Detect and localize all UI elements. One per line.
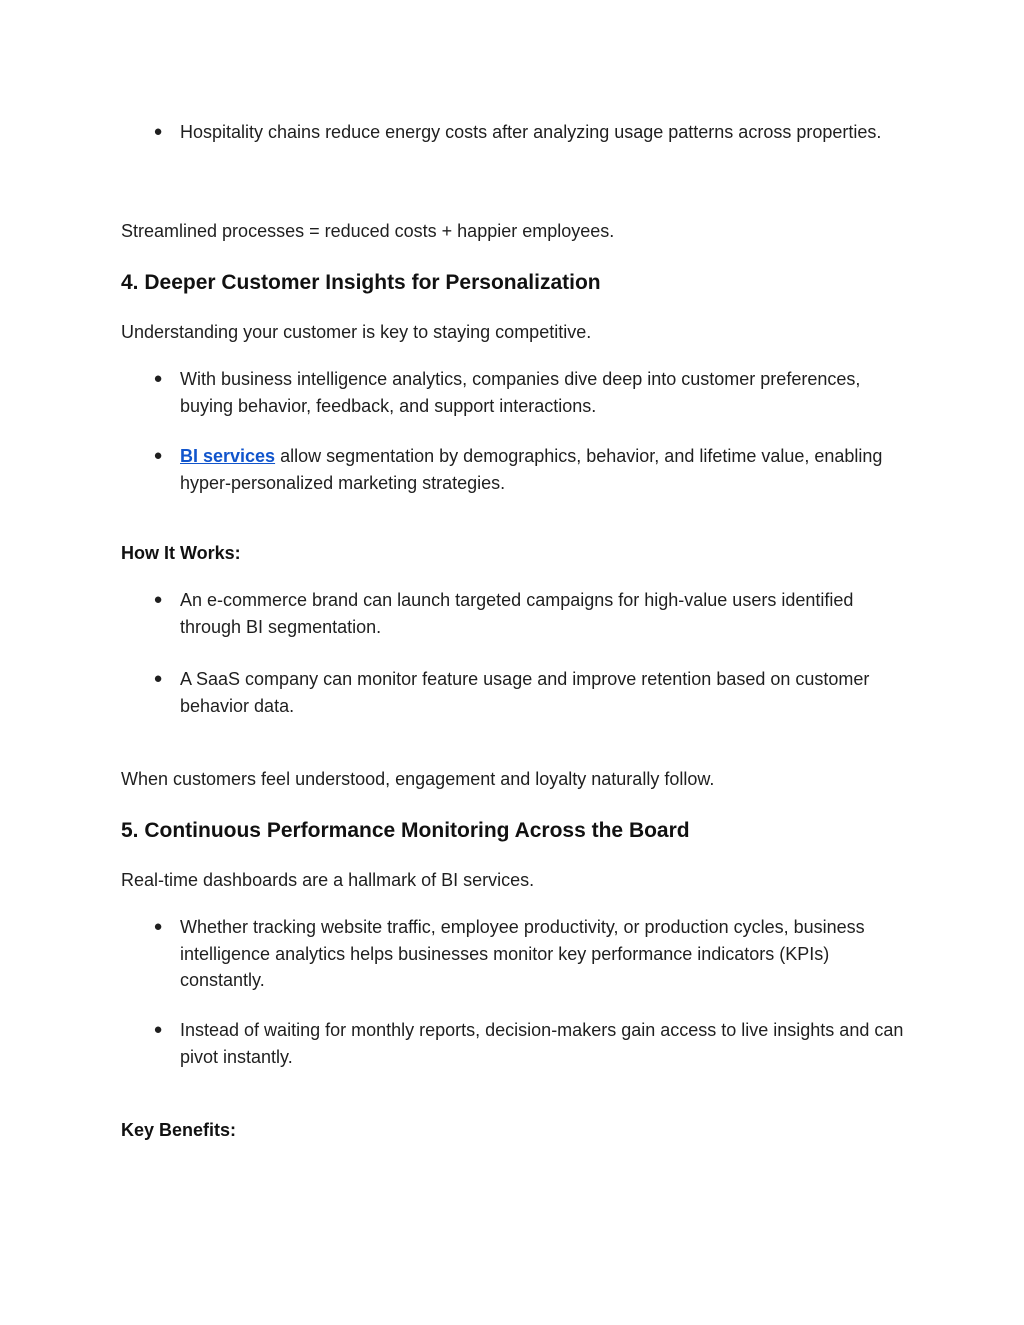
- list-item-text: [180, 443, 911, 496]
- list-item: [121, 1017, 911, 1070]
- summary-paragraph: When customers feel understood, engagement and loyalty naturally follow.: [121, 769, 715, 789]
- section-heading: 5. Continuous Performance Monitoring Across the Board: [121, 819, 690, 842]
- list-item-text: With business intelligence analytics, companies dive deep into customer preferences, buying behavior, feedback, and support interactions.: [180, 369, 861, 416]
- list-item: [121, 119, 911, 146]
- list-item-text: An e-commerce brand can launch targeted campaigns for high-value users identified through BI segmentation.: [180, 590, 854, 637]
- bullet-icon: ●: [153, 447, 163, 464]
- bi-services-link[interactable]: BI services: [180, 446, 276, 466]
- bullet-icon: ●: [153, 591, 163, 608]
- section-intro: Real-time dashboards are a hallmark of BI services.: [121, 870, 535, 890]
- subsection-heading: How It Works:: [121, 543, 241, 563]
- bullet-icon: ●: [153, 1021, 163, 1038]
- section-heading: 4. Deeper Customer Insights for Personalization: [121, 271, 601, 294]
- list-item: [121, 666, 911, 719]
- list-item-text: Hospitality chains reduce energy costs after analyzing usage patterns across properties.: [180, 122, 882, 142]
- bullet-icon: ●: [153, 123, 163, 140]
- bullet-icon: ●: [153, 918, 163, 935]
- summary-paragraph: Streamlined processes = reduced costs + happier employees.: [121, 221, 615, 241]
- list-item-text: A SaaS company can monitor feature usage and improve retention based on customer behavior data.: [180, 669, 870, 716]
- bullet-icon: ●: [153, 670, 163, 687]
- list-item: [121, 443, 911, 496]
- list-item: [121, 587, 911, 640]
- list-item: [121, 366, 911, 419]
- list-item-text: Instead of waiting for monthly reports, decision-makers gain access to live insights and can pivot instantly.: [180, 1020, 904, 1067]
- subsection-heading: Key Benefits:: [121, 1120, 237, 1140]
- list-item-text-rest: allow segmentation by demographics, behavior, and lifetime value, enabling hyper-personalized marketing strategies.: [180, 446, 883, 493]
- bullet-icon: ●: [153, 370, 163, 387]
- list-item: [121, 914, 911, 994]
- section-intro: Understanding your customer is key to staying competitive.: [121, 322, 592, 342]
- list-item-text: Whether tracking website traffic, employee productivity, or production cycles, business intelligence analytics helps businesses monitor key performance indicators (KPIs) constantly.: [180, 917, 865, 990]
